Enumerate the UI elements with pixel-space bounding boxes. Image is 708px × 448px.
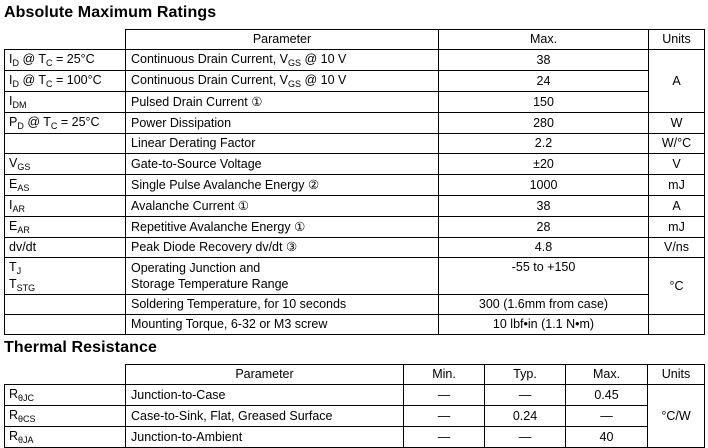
symbol-cell: $E_{AS}$ [5,175,126,196]
table-row [5,295,705,315]
max-cell: — [566,406,648,427]
min-cell: — [404,385,485,406]
table-row [5,71,705,92]
symbol-cell: $I_{DM}$ [5,92,126,113]
typ-cell: — [485,385,566,406]
max-cell: 40 [566,427,648,448]
min-cell: — [404,406,485,427]
symbol-cell: $R_{\theta CS}$ [5,406,126,427]
table-row [5,92,705,113]
parameter-cell: Soldering Temperature, for 10 seconds [126,295,439,315]
thermal-header-max: Max. [566,365,648,385]
unit-cell: A [649,50,705,113]
thermal-header-row [5,365,705,385]
max-cell: 10 lbf•in (1.1 N•m) [439,315,649,335]
table-row [5,427,705,448]
thermal-header-symbol [5,365,126,385]
parameter-cell: Gate-to-Source Voltage [126,154,439,175]
unit-cell: mJ [649,217,705,238]
unit-cell: °C/W [648,385,705,448]
unit-cell: A [649,196,705,217]
thermal-header-typ: Typ. [485,365,566,385]
min-cell: — [404,427,485,448]
symbol-cell: $V_{GS}$ [5,154,126,175]
max-cell: 300 (1.6mm from case) [439,295,649,315]
max-cell: 2.2 [439,134,649,154]
thermal-header-parameter: Parameter [126,365,404,385]
thermal-table [4,364,705,448]
unit-cell: mJ [649,175,705,196]
max-cell: 280 [439,113,649,134]
parameter-cell: Avalanche Current ① [126,196,439,217]
symbol-cell [5,134,126,154]
amr-table [4,29,705,335]
parameter-cell: Continuous Drain Current, $V_{GS}$ @ 10 V [126,50,439,71]
parameter-cell: Operating Junction and Storage Temperature Range [126,258,439,295]
amr-title: Absolute Maximum Ratings [4,4,217,21]
unit-cell: W/°C [649,134,705,154]
unit-cell: V [649,154,705,175]
unit-cell: V/ns [649,238,705,258]
parameter-cell: Junction-to-Case [126,385,404,406]
thermal-header-units: Units [648,365,705,385]
table-row [5,154,705,175]
parameter-cell: Mounting Torque, 6-32 or M3 screw [126,315,439,335]
parameter-cell: Junction-to-Ambient [126,427,404,448]
table-row [5,406,705,427]
max-cell: 28 [439,217,649,238]
max-cell: 38 [439,50,649,71]
symbol-cell: $E_{AR}$ [5,217,126,238]
amr-header-row [5,30,705,50]
typ-cell: — [485,427,566,448]
max-cell: 1000 [439,175,649,196]
parameter-cell: Case-to-Sink, Flat, Greased Surface [126,406,404,427]
symbol-cell: $P_D$ @ $T_C = 25^\circ C$ [5,113,126,134]
thermal-title: Thermal Resistance [4,339,157,356]
table-row [5,217,705,238]
table-row [5,175,705,196]
unit-cell: W [649,113,705,134]
table-row [5,258,705,295]
symbol-cell: $I_D$ @ $T_C = 25^\circ C$ [5,50,126,71]
symbol-cell: $T_J$ $T_{STG}$ [5,258,126,295]
max-cell: -55 to +150 [439,258,649,295]
table-row [5,50,705,71]
symbol-cell: $R_{\theta JA}$ [5,427,126,448]
parameter-cell: Peak Diode Recovery dv/dt ③ [126,238,439,258]
parameter-cell: Linear Derating Factor [126,134,439,154]
unit-cell [649,315,705,335]
max-cell: 150 [439,92,649,113]
table-row [5,238,705,258]
table-row [5,385,705,406]
amr-header-units: Units [649,30,705,50]
table-row [5,315,705,335]
table-row [5,134,705,154]
thermal-header-min: Min. [404,365,485,385]
parameter-cell: Continuous Drain Current, $V_{GS}$ @ 10 V [126,71,439,92]
symbol-cell: $R_{\theta JC}$ [5,385,126,406]
max-cell: 4.8 [439,238,649,258]
table-row [5,113,705,134]
symbol-cell: dv/dt [5,238,126,258]
symbol-cell: $I_D$ @ $T_C = 100^\circ C$ [5,71,126,92]
parameter-cell: Single Pulse Avalanche Energy ② [126,175,439,196]
amr-header-symbol [5,30,126,50]
symbol-cell: $I_{AR}$ [5,196,126,217]
parameter-cell: Pulsed Drain Current ① [126,92,439,113]
amr-header-max: Max. [439,30,649,50]
amr-header-parameter: Parameter [126,30,439,50]
max-cell: 38 [439,196,649,217]
table-row [5,196,705,217]
symbol-cell [5,295,126,315]
max-cell: ±20 [439,154,649,175]
typ-cell: 0.24 [485,406,566,427]
symbol-cell [5,315,126,335]
parameter-cell: Repetitive Avalanche Energy ① [126,217,439,238]
parameter-cell: Power Dissipation [126,113,439,134]
unit-cell: °C [649,258,705,315]
max-cell: 0.45 [566,385,648,406]
max-cell: 24 [439,71,649,92]
